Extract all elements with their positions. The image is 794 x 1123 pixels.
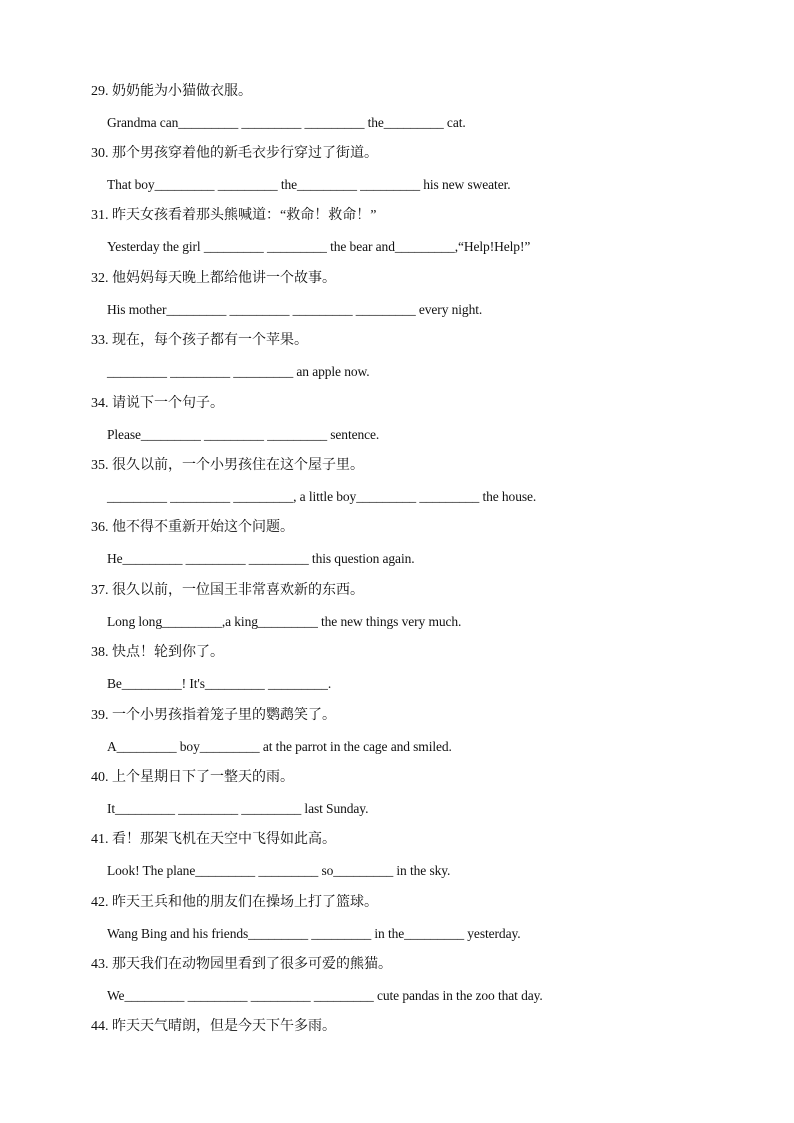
answer-line: Wang Bing and his friends_________ _________ in the_________ yesterday. bbox=[107, 926, 521, 941]
question-prompt: 36. 他不得不重新开始这个问题。 bbox=[91, 520, 294, 535]
question-prompt: 35. 很久以前，一个小男孩住在这个屋子里。 bbox=[91, 458, 364, 473]
answer-line: He_________ _________ _________ this question again. bbox=[107, 551, 415, 566]
question-prompt: 42. 昨天王兵和他的朋友们在操场上打了篮球。 bbox=[91, 895, 378, 910]
answer-line: Grandma can_________ _________ _________ the_________ cat. bbox=[107, 115, 466, 130]
question-prompt: 33. 现在，每个孩子都有一个苹果。 bbox=[91, 333, 308, 348]
question-prompt: 44. 昨天天气晴朗，但是今天下午多雨。 bbox=[91, 1019, 336, 1034]
answer-line: Be_________! It's_________ _________. bbox=[107, 676, 332, 691]
question-prompt: 37. 很久以前，一位国王非常喜欢新的东西。 bbox=[91, 583, 364, 598]
answer-line: We_________ _________ _________ _________ cute pandas in the zoo that day. bbox=[107, 988, 543, 1003]
question-prompt: 29. 奶奶能为小猫做衣服。 bbox=[91, 84, 252, 99]
answer-line: A_________ boy_________ at the parrot in the cage and smiled. bbox=[107, 739, 452, 754]
question-prompt: 32. 他妈妈每天晚上都给他讲一个故事。 bbox=[91, 271, 336, 286]
answer-line: Look! The plane_________ _________ so_________ in the sky. bbox=[107, 863, 451, 878]
answer-line: Yesterday the girl _________ _________ the bear and_________,“Help!Help!” bbox=[107, 239, 531, 254]
answer-line: _________ _________ _________, a little boy_________ _________ the house. bbox=[107, 489, 537, 504]
answer-line: That boy_________ _________ the_________ _________ his new sweater. bbox=[107, 177, 511, 192]
answer-line: His mother_________ _________ _________ _________ every night. bbox=[107, 302, 483, 317]
question-prompt: 41. 看！那架飞机在天空中飞得如此高。 bbox=[91, 832, 336, 847]
question-prompt: 39. 一个小男孩指着笼子里的鹦鹉笑了。 bbox=[91, 708, 336, 723]
answer-line: _________ _________ _________ an apple now. bbox=[107, 364, 370, 379]
question-prompt: 30. 那个男孩穿着他的新毛衣步行穿过了街道。 bbox=[91, 146, 378, 161]
question-prompt: 40. 上个星期日下了一整天的雨。 bbox=[91, 770, 294, 785]
answer-line: Long long_________,a king_________ the new things very much. bbox=[107, 614, 462, 629]
question-prompt: 43. 那天我们在动物园里看到了很多可爱的熊猫。 bbox=[91, 957, 392, 972]
question-prompt: 31. 昨天女孩看着那头熊喊道：“救命！救命！” bbox=[91, 208, 377, 223]
question-prompt: 38. 快点！轮到你了。 bbox=[91, 645, 224, 660]
question-prompt: 34. 请说下一个句子。 bbox=[91, 396, 224, 411]
answer-line: It_________ _________ _________ last Sunday. bbox=[107, 801, 369, 816]
answer-line: Please_________ _________ _________ sentence. bbox=[107, 427, 380, 442]
